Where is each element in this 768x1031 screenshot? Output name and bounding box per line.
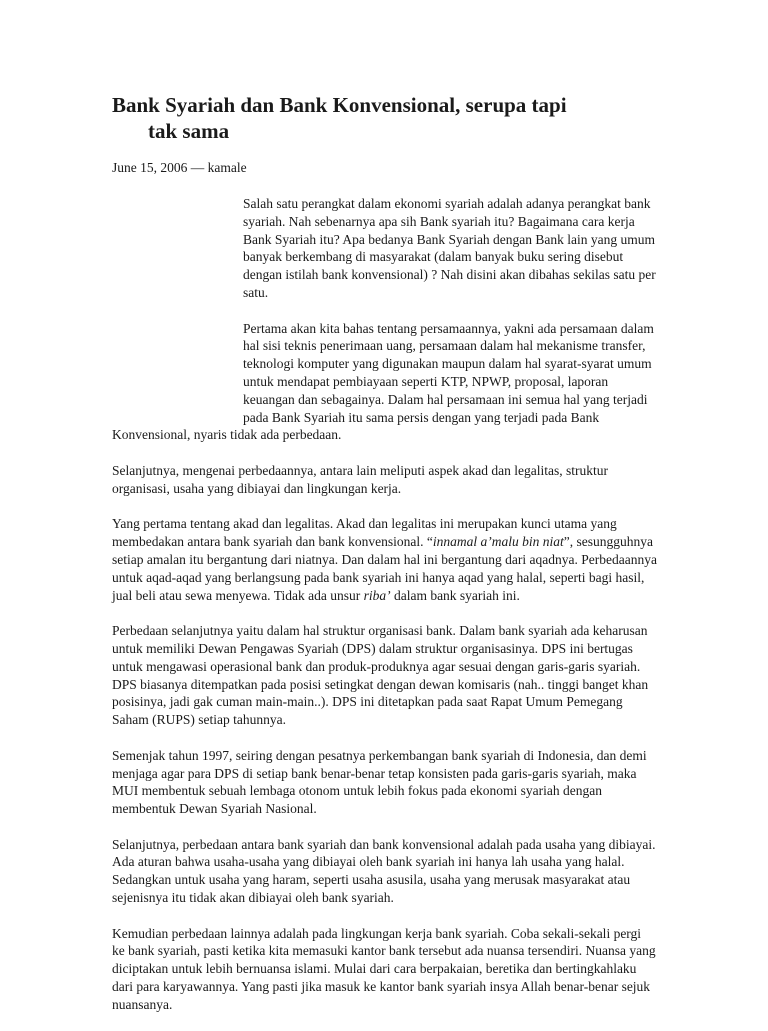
- title-line-1: Bank Syariah dan Bank Konvensional, serupa tapi: [112, 93, 567, 117]
- paragraph-4-italic-2: riba’: [363, 587, 391, 603]
- paragraph-4-part-c: dalam bank syariah ini.: [390, 587, 520, 603]
- paragraph-8: Kemudian perbedaan lainnya adalah pada lingkungan kerja bank syariah. Coba sekali-sekali pergi ke bank syariah, pasti ketika kita memasuki kantor bank tersebut ada nuansa tersendiri. Nuansa yang diciptakan untuk lebih bernuansa islami. Mulai dari cara berpakaian, beretika dan bertingkahlaku dari para karyawannya. Yang pasti jika masuk ke kantor bank syariah insya Allah benar-benar sejuk nuansanya.: [112, 925, 656, 1012]
- paragraph-7: Selanjutnya, perbedaan antara bank syariah dan bank konvensional adalah pada usaha yang dibiayai. Ada aturan bahwa usaha-usaha yang dibiayai oleh bank syariah ini hanya lah usaha yang halal. Sedangkan untuk usaha yang haram, seperti usaha asusila, usaha yang merusak masyarakat atau sejenisnya itu tidak akan dibiayai oleh bank syariah.: [112, 836, 656, 906]
- paragraph-4-italic-1: innamal a’malu bin niat: [432, 534, 564, 550]
- paragraph-1: Salah satu perangkat dalam ekonomi syariah adalah adanya perangkat bank syariah. Nah sebenarnya apa sih Bank syariah itu? Bagaimana cara kerja Bank Syariah itu? Apa bedanya Bank Syariah dengan Bank lain yang umum banyak berkembang di masyarakat (dalam banyak buku sering disebut dengan istilah bank konvensional) ? Nah disini akan dibahas sekilas satu per satu.: [243, 196, 656, 300]
- paragraph-6: Semenjak tahun 1997, seiring dengan pesatnya perkembangan bank syariah di Indonesia, dan demi menjaga agar para DPS di setiap bank benar-benar tetap konsisten pada garis-garis syariah, maka MUI membentuk sebuah lembaga otonom untuk lebih fokus pada ekonomi syariah dengan membentuk Dewan Syariah Nasional.: [112, 747, 647, 817]
- article-body: [112, 195, 657, 1031]
- paragraph-4-part-a: Yang pertama tentang akad dan legalitas. Akad dan legalitas ini merupakan kunci utama yang membedakan antara bank syariah dan bank konvensional. “: [112, 516, 617, 550]
- article-meta: June 15, 2006 — kamale: [112, 160, 247, 175]
- left-blank-space: [112, 195, 243, 421]
- paragraph-4-part-b: ”, sesungguhnya setiap amalan itu bergantung dari niatnya. Dan dalam hal ini bergantung dari aqadnya. Perbedaannya untuk aqad-aqad yang berlangsung pada bank syariah ini hanya aqad yang halal, seperti bagi hasil, jual beli atau sewa menyewa. Tidak ada unsur: [112, 534, 657, 603]
- paragraph-5: Perbedaan selanjutnya yaitu dalam hal struktur organisasi bank. Dalam bank syariah ada keharusan untuk memiliki Dewan Pengawas Syariah (DPS) dalam struktur organisasinya. DPS ini bertugas untuk mengawasi operasional bank dan produk-produknya agar sesuai dengan garis-garis syariah. DPS biasanya ditempatkan pada posisi setingkat dengan dewan komisaris (nah.. tinggi banget khan posisinya, jadi gak cuman main-main..). DPS ini ditetapkan pada saat Rapat Umum Pemegang Saham (RUPS) setiap tahunnya.: [112, 623, 649, 728]
- paragraph-4: [112, 515, 657, 604]
- title-line-2: tak sama: [148, 119, 230, 143]
- article-title: [112, 92, 632, 144]
- paragraph-2: Pertama akan kita bahas tentang persamaannya, yakni ada persamaan dalam hal sisi teknis penerimaan uang, persamaan dalam hal mekanisme transfer, teknologi komputer yang digunakan maupun dalam hal syarat-syarat umum untuk mendapat pembiayaan seperti KTP, NPWP, proposal, laporan keuangan dan sebagainya. Dalam hal persamaan ini semua hal yang terjadi pada Bank Syariah itu sama persis dengan yang terjadi pada Bank Konvensional, nyaris tidak ada perbedaan.: [112, 320, 654, 443]
- paragraph-3: Selanjutnya, mengenai perbedaannya, antara lain meliputi aspek akad dan legalitas, struktur organisasi, usaha yang dibiayai dan lingkungan kerja.: [112, 462, 608, 496]
